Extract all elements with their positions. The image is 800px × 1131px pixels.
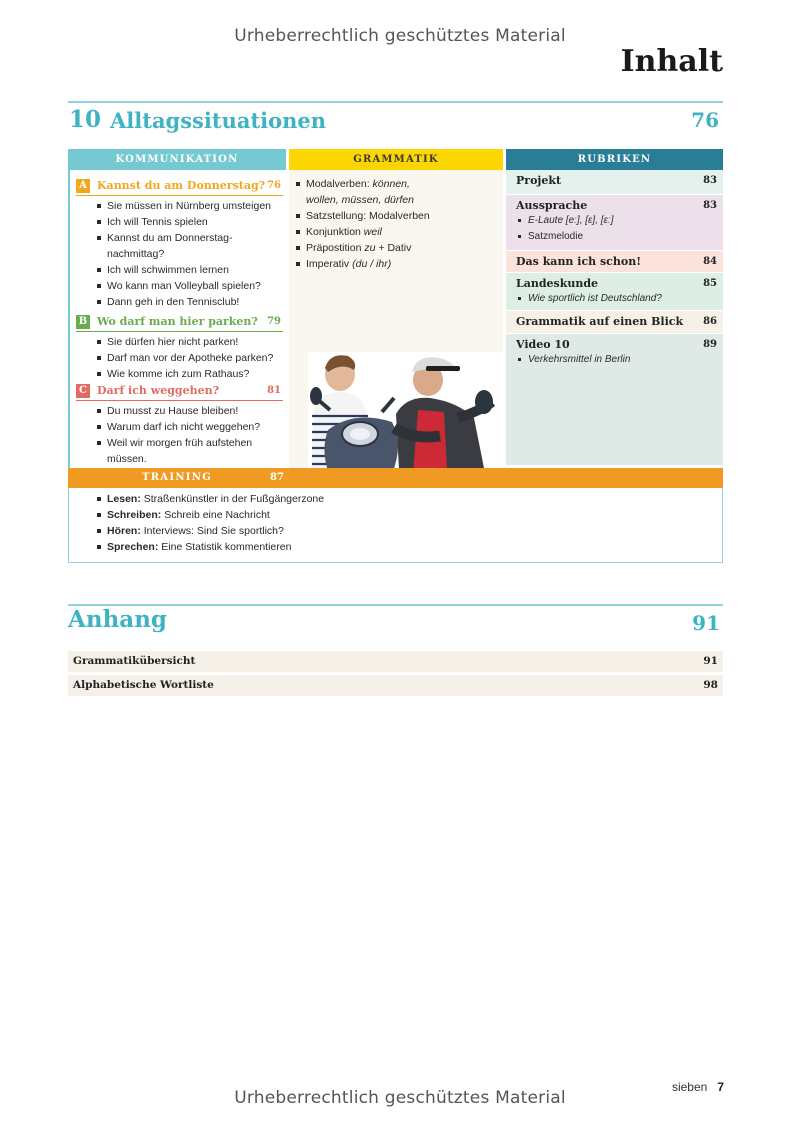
anhang-row-grammatikuebersicht (68, 651, 723, 672)
training-item (94, 523, 324, 539)
lesson-page: 76 (267, 180, 281, 191)
lesson-page: 79 (267, 316, 281, 327)
rubrik-title: Aussprache (516, 199, 588, 212)
grammatik-list (293, 176, 498, 272)
rubrik-aussprache (506, 195, 723, 250)
anhang-row-title: Grammatikübersicht (73, 655, 196, 667)
grammar-italic-cont: wollen, müssen, dürfen (306, 194, 414, 206)
anhang-row-page: 98 (703, 679, 718, 691)
rubrik-sublist (516, 213, 716, 245)
list-item: Warum darf ich nicht weggehen? (96, 419, 283, 435)
folio-word: sieben (671, 1080, 708, 1094)
anhang-row-title: Alphabetische Wortliste (73, 679, 214, 691)
rubrik-page: 86 (703, 316, 717, 327)
list-item: Du musst zu Hause bleiben! (96, 403, 283, 419)
anhang-page: 91 (692, 611, 720, 635)
rubrik-page: 83 (703, 200, 717, 211)
list-item-continued: nachmittag? (107, 248, 165, 260)
list-item: Wo kann man Volleyball spielen? (96, 278, 283, 294)
list-item: Wie komme ich zum Rathaus? (96, 366, 283, 382)
lesson-a-list (96, 198, 283, 310)
grammar-item-satzstellung: Satzstellung: Modalverben (293, 208, 498, 224)
grammar-italic: können, (372, 178, 410, 190)
lesson-letter-badge: A (76, 179, 90, 193)
rubrik-title: Das kann ich schon! (516, 255, 642, 268)
training-list (94, 491, 324, 555)
folio-number: 7 (717, 1080, 724, 1094)
rubrik-landeskunde (506, 273, 723, 310)
chapter-number: 10 (69, 106, 102, 133)
lesson-letter-badge: B (76, 315, 90, 329)
grammar-label: Imperativ (306, 258, 350, 270)
rubrik-page: 85 (703, 278, 717, 289)
watermark-top: Urheberrechtlich geschütztes Material (234, 26, 566, 46)
lesson-c-list (96, 403, 283, 467)
lesson-b-heading (76, 314, 283, 332)
list-item: Dann geh in den Tennisclub! (96, 294, 283, 310)
column-header-kommunikation: KOMMUNIKATION (68, 149, 286, 170)
list-item: Darf man vor der Apotheke parken? (96, 350, 283, 366)
training-item-label: Lesen: (107, 493, 141, 505)
lesson-c (76, 383, 283, 467)
training-item-text: Interviews: Sind Sie sportlich? (143, 525, 284, 537)
training-item-label: Schreiben: (107, 509, 162, 521)
lesson-title: Wo darf man hier parken? (97, 315, 258, 328)
lesson-title: Darf ich weggehen? (97, 384, 220, 397)
rubrik-page: 83 (703, 175, 717, 186)
chapter-page: 76 (691, 108, 719, 132)
lesson-page: 81 (267, 385, 281, 396)
training-item (94, 491, 324, 507)
grammar-italic: (du / ihr) (352, 258, 392, 270)
list-item-continued: müssen. (107, 453, 147, 465)
rubrik-page: 89 (703, 339, 717, 350)
column-header-grammatik: GRAMMATIK (289, 149, 503, 170)
lesson-b (76, 314, 283, 382)
grammar-rest: + Dativ (378, 242, 412, 254)
rubrik-das-kann-ich-schon (506, 251, 723, 272)
rubrik-title: Landeskunde (516, 277, 599, 290)
grammar-item-konjunktion (293, 224, 498, 240)
anhang-row-wortliste (68, 675, 723, 696)
list-item: Verkehrsmittel in Berlin (516, 352, 716, 368)
training-item-text: Schreib eine Nachricht (164, 509, 270, 521)
page-title: Inhalt (620, 44, 723, 79)
grammar-item-praeposition (293, 240, 498, 256)
anhang-row-page: 91 (703, 655, 718, 667)
rubrik-title: Grammatik auf einen Blick (516, 315, 684, 328)
training-item-text: Straßenkünstler in der Fußgängerzone (143, 493, 325, 505)
rubrik-page: 84 (703, 256, 717, 267)
list-item: Kannst du am Donnerstag- (96, 230, 283, 246)
training-bar (68, 468, 723, 488)
rubrik-grammatik-auf-einen-blick (506, 311, 723, 333)
list-item: Weil wir morgen früh aufstehen (96, 435, 283, 451)
chapter-heading (68, 106, 723, 136)
training-label: TRAINING (141, 472, 213, 483)
lesson-title: Kannst du am Donnerstag? (97, 179, 266, 192)
list-item: Satzmelodie (516, 229, 716, 245)
training-item (94, 507, 324, 523)
grammar-label: Modalverben: (306, 178, 370, 190)
list-item: Ich will schwimmen lernen (96, 262, 283, 278)
rubrik-title: Video 10 (516, 338, 570, 351)
training-box (68, 488, 723, 563)
grammar-item-imperativ (293, 256, 498, 272)
lesson-c-heading (76, 383, 283, 401)
training-item-label: Sprechen: (107, 541, 159, 553)
training-item (94, 539, 324, 555)
lesson-letter-badge: C (76, 384, 90, 398)
training-item-text: Eine Statistik kommentieren (161, 541, 292, 553)
chapter-title: Alltagssituationen (110, 108, 327, 133)
grammar-label: Präpostition (306, 242, 362, 254)
list-item: Wie sportlich ist Deutschland? (516, 291, 716, 307)
watermark-bottom: Urheberrechtlich geschütztes Material (234, 1088, 566, 1108)
rubrik-video (506, 334, 723, 465)
lesson-b-list (96, 334, 283, 382)
grammar-italic: weil (363, 226, 382, 238)
lesson-a-heading (76, 178, 283, 196)
list-item: Sie müssen in Nürnberg umsteigen (96, 198, 283, 214)
kommunikation-column (68, 170, 286, 468)
grammar-italic: zu (364, 242, 376, 254)
rubrik-projekt (506, 170, 723, 194)
grammar-item-modalverben (293, 176, 498, 208)
list-item: E-Laute [eː], [ɛ], [ɛː] (516, 213, 716, 229)
list-item: Ich will Tennis spielen (96, 214, 283, 230)
training-page: 87 (270, 472, 284, 483)
rubrik-sublist (516, 352, 716, 368)
lesson-a (76, 178, 283, 310)
anhang-title: Anhang (68, 606, 167, 633)
column-header-rubriken: RUBRIKEN (506, 149, 723, 170)
rubrik-title: Projekt (516, 174, 562, 187)
grammar-label: Konjunktion (306, 226, 361, 238)
list-item: Sie dürfen hier nicht parken! (96, 334, 283, 350)
training-item-label: Hören: (107, 525, 141, 537)
chapter-top-rule (68, 101, 723, 103)
rubrik-sublist (516, 291, 716, 307)
